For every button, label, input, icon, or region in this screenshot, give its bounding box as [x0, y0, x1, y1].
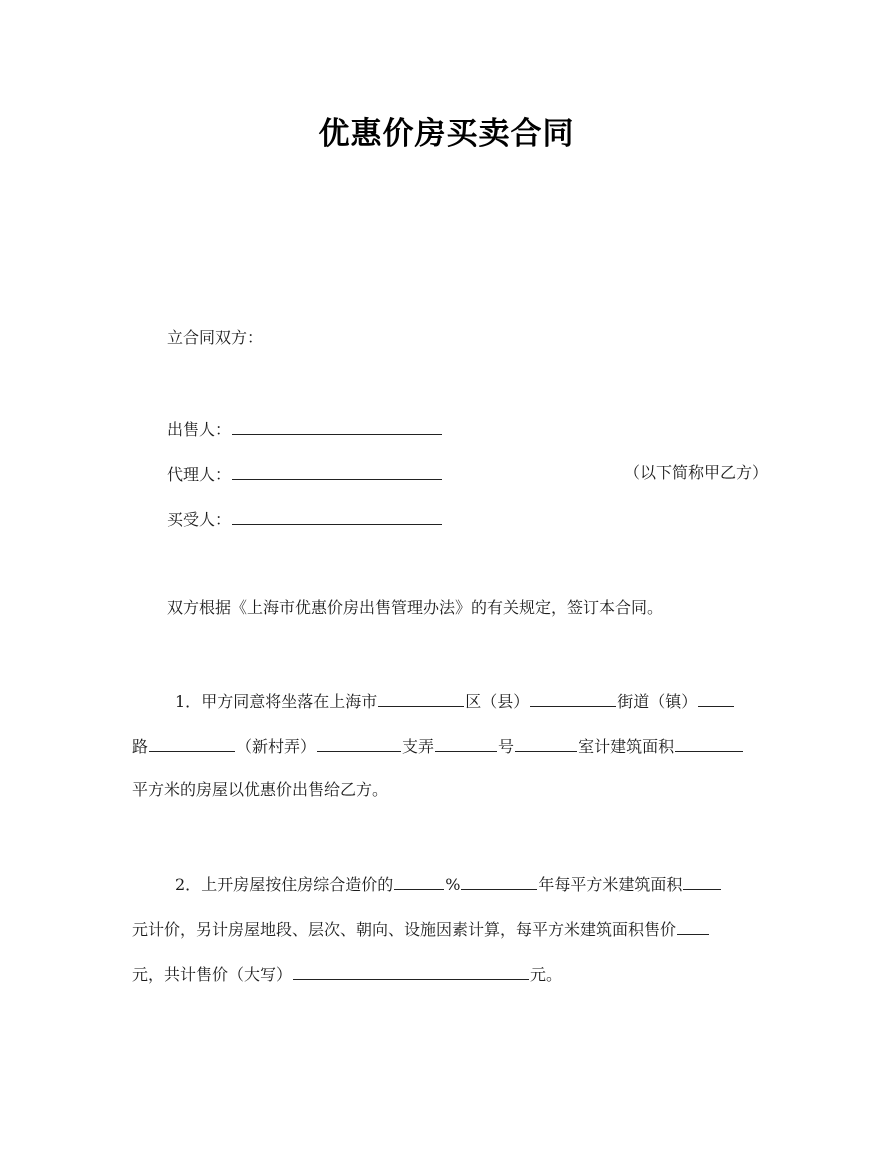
- clause1-number-blank: [435, 735, 497, 752]
- clause2-part4: 元计价，另计房屋地段、层次、朝向、设施因素计算，每平方米建筑面积售价: [132, 920, 677, 939]
- agent-row: [167, 463, 443, 485]
- clause1-part5: （新村弄）: [236, 737, 317, 756]
- clause2-line1: [175, 873, 722, 895]
- seller-blank: [232, 418, 442, 435]
- clause1-room-blank: [515, 735, 577, 752]
- clause1-part2: 区（县）: [465, 692, 530, 711]
- seller-label: 出售人：: [167, 420, 232, 439]
- clause2-year-blank: [461, 873, 537, 890]
- clause2-part3: 年每平方米建筑面积: [538, 875, 683, 894]
- agent-label: 代理人：: [167, 465, 232, 484]
- abbreviation-note: （以下简称甲乙方）: [624, 463, 769, 482]
- clause1-part4: 路: [132, 737, 149, 756]
- clause1-number: 1．: [175, 692, 202, 711]
- basis-paragraph: 双方根据《上海市优惠价房出售管理办法》的有关规定，签订本合同。: [167, 598, 664, 617]
- clause1-part3: 街道（镇）: [617, 692, 698, 711]
- clause1-district-blank: [378, 690, 464, 707]
- clause1-lane-blank: [317, 735, 401, 752]
- clause2-unit-price-blank: [683, 873, 721, 890]
- clause1-line2: [132, 735, 744, 757]
- clause2-part1: 上开房屋按住房综合造价的: [201, 875, 394, 894]
- clause1-road-name-blank: [149, 735, 235, 752]
- buyer-blank: [232, 508, 442, 525]
- clause2-number: 2．: [175, 875, 202, 894]
- parties-heading: 立合同双方：: [167, 328, 264, 347]
- document-title: 优惠价房买卖合同: [318, 116, 575, 152]
- clause1-street-blank: [530, 690, 616, 707]
- clause1-part7: 号: [498, 737, 515, 756]
- buyer-label: 买受人：: [167, 510, 232, 529]
- clause2-sale-price-blank: [677, 918, 709, 935]
- clause1-part6: 支弄: [402, 737, 435, 756]
- clause2-part2: %: [445, 875, 461, 894]
- buyer-row: [167, 508, 443, 530]
- clause2-line2: [132, 918, 710, 940]
- agent-blank: [232, 463, 442, 480]
- clause1-line1: [175, 690, 735, 712]
- clause1-line3: 平方米的房屋以优惠价出售给乙方。: [132, 780, 389, 799]
- clause2-percent-blank: [394, 873, 444, 890]
- clause2-part6: 元。: [530, 965, 563, 984]
- clause1-part8: 室计建筑面积: [578, 737, 675, 756]
- clause1-part1: 甲方同意将坐落在上海市: [201, 692, 378, 711]
- clause2-total-price-blank: [293, 963, 529, 980]
- clause2-line3: [132, 963, 562, 985]
- clause1-road-blank: [698, 690, 734, 707]
- clause2-part5: 元，共计售价（大写）: [132, 965, 293, 984]
- clause1-area-blank: [675, 735, 743, 752]
- seller-row: [167, 418, 443, 440]
